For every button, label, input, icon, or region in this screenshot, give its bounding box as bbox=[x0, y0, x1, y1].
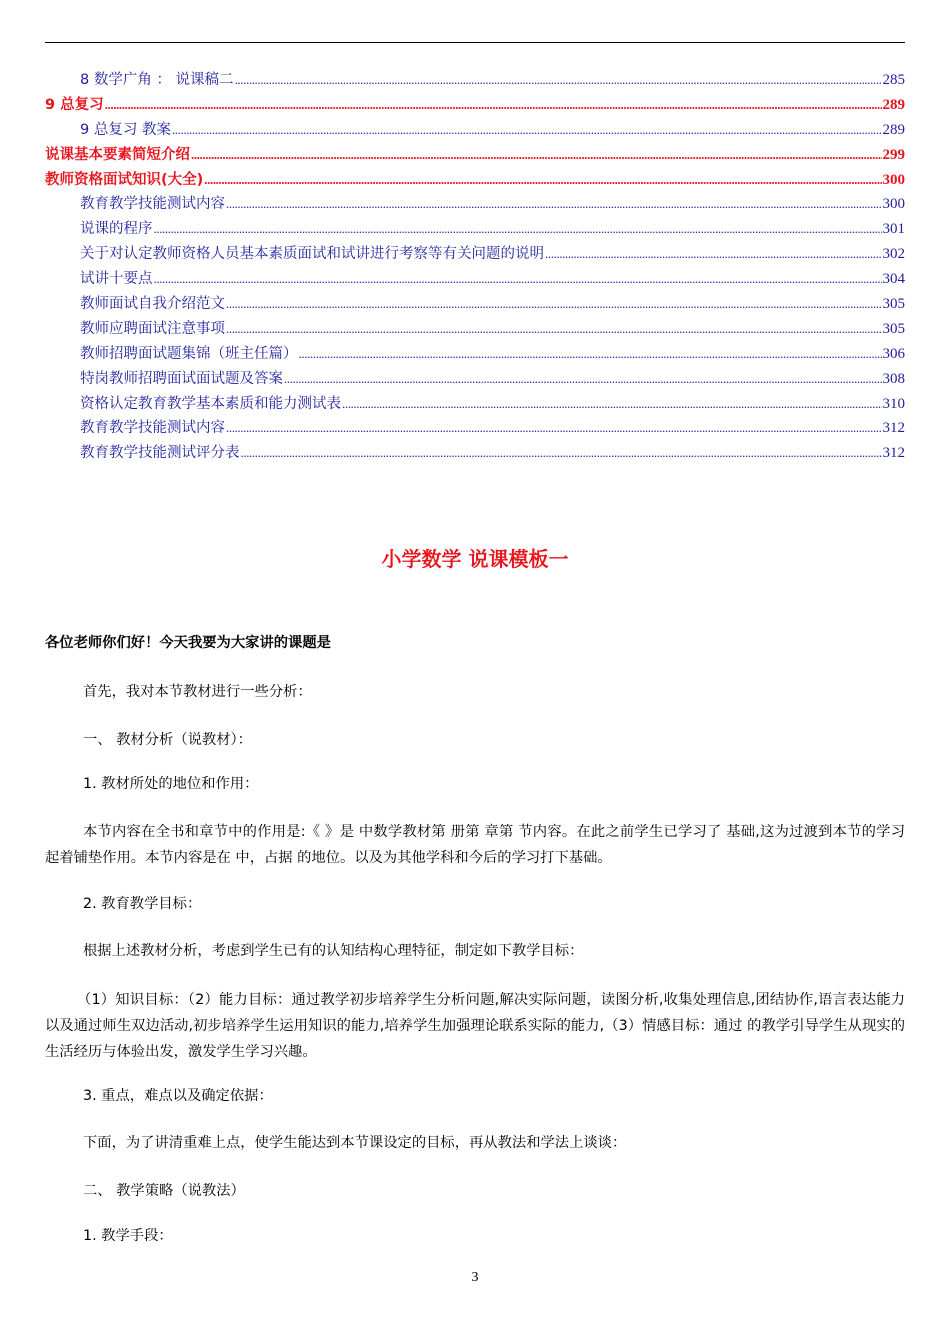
toc-entry-page: 308 bbox=[882, 370, 905, 387]
toc-entry-page: 289 bbox=[882, 96, 905, 113]
toc-entry-title: 教育教学技能测试评分表 bbox=[80, 445, 240, 462]
toc-entry-page: 310 bbox=[882, 395, 905, 412]
toc-leader-dots bbox=[299, 344, 882, 364]
toc-entry-title: 试讲十要点 bbox=[80, 271, 153, 288]
toc-entry-title: 资格认定教育教学基本素质和能力测试表 bbox=[80, 395, 341, 412]
toc-entry-page: 306 bbox=[882, 345, 905, 362]
toc-entry-title: 9 总复习 教案 bbox=[80, 121, 171, 138]
toc-entry[interactable] bbox=[45, 319, 905, 344]
toc-entry-title: 教师招聘面试题集锦（班主任篇） bbox=[80, 345, 298, 362]
toc-leader-dots bbox=[235, 70, 882, 90]
toc-entry[interactable] bbox=[45, 219, 905, 244]
numbered-item-2: 2. 教育教学目标： bbox=[83, 896, 202, 912]
toc-entry-title: 教师资格面试知识(大全) bbox=[45, 171, 204, 188]
toc-entry-title: 8 数学广角 ： 说课稿二 bbox=[80, 72, 234, 88]
toc-entry-title: 说课基本要素简短介绍 bbox=[45, 146, 190, 163]
table-of-contents bbox=[45, 70, 905, 468]
toc-entry-title: 教师面试自我介绍范文 bbox=[80, 296, 225, 313]
toc-entry[interactable] bbox=[45, 344, 905, 369]
toc-entry[interactable] bbox=[45, 418, 905, 443]
toc-leader-dots bbox=[284, 369, 882, 389]
toc-leader-dots bbox=[226, 294, 882, 314]
toc-entry-title: 教育教学技能测试内容 bbox=[80, 196, 225, 213]
toc-entry[interactable] bbox=[45, 170, 905, 195]
numbered-item-3: 3. 重点，难点以及确定依据： bbox=[83, 1088, 273, 1104]
toc-entry[interactable] bbox=[45, 145, 905, 170]
toc-leader-dots bbox=[154, 219, 882, 239]
body-paragraph-3: （1）知识目标：（2）能力目标：通过教学初步培养学生分析问题,解决实际问题，读图分析,收集处理信息,团结协作,语言表达能力以及通过师生双边活动,初步培养学生运用知识的能力,培养学生加强理论联系实际的能力,（3）情感目标：通过 的教学引导学生从现实的生活经历与体验出发，激发学生学习兴趣。 bbox=[45, 992, 905, 1060]
toc-entry[interactable] bbox=[45, 369, 905, 394]
body-paragraph-4: 下面，为了讲清重难上点，使学生能达到本节课设定的目标，再从教法和学法上谈谈： bbox=[83, 1135, 627, 1151]
toc-leader-dots bbox=[241, 443, 882, 463]
toc-leader-dots bbox=[154, 269, 882, 289]
toc-entry-page: 299 bbox=[882, 146, 905, 163]
header-rule bbox=[45, 42, 905, 43]
toc-entry-page: 285 bbox=[882, 72, 905, 88]
toc-entry-page: 305 bbox=[882, 320, 905, 337]
greeting-paragraph: 各位老师你们好！今天我要为大家讲的课题是 bbox=[45, 635, 331, 651]
toc-entry-page: 289 bbox=[882, 121, 905, 138]
numbered-item-1: 1. 教材所处的地位和作用： bbox=[83, 776, 259, 792]
toc-entry-title: 教师应聘面试注意事项 bbox=[80, 320, 225, 337]
toc-leader-dots bbox=[342, 394, 882, 414]
toc-entry-page: 302 bbox=[882, 246, 905, 263]
toc-entry[interactable] bbox=[45, 194, 905, 219]
toc-entry-page: 305 bbox=[882, 296, 905, 313]
toc-entry[interactable] bbox=[45, 95, 905, 120]
toc-leader-dots bbox=[105, 95, 882, 115]
toc-entry-page: 312 bbox=[882, 445, 905, 462]
toc-entry[interactable] bbox=[45, 294, 905, 319]
toc-entry[interactable] bbox=[45, 244, 905, 269]
toc-entry-title: 特岗教师招聘面试面试题及答案 bbox=[80, 370, 283, 387]
toc-entry[interactable] bbox=[45, 394, 905, 419]
toc-leader-dots bbox=[226, 319, 882, 339]
toc-entry-page: 301 bbox=[882, 221, 905, 238]
document-title: 小学数学 说课模板一 bbox=[381, 547, 569, 571]
toc-entry-title: 教育教学技能测试内容 bbox=[80, 420, 225, 437]
toc-entry-title: 9 总复习 bbox=[45, 96, 104, 113]
toc-leader-dots bbox=[226, 194, 882, 214]
toc-entry-page: 300 bbox=[882, 196, 905, 213]
toc-entry-page: 312 bbox=[882, 420, 905, 437]
toc-leader-dots bbox=[191, 145, 882, 165]
numbered-item-4: 1. 教学手段： bbox=[83, 1228, 173, 1244]
toc-leader-dots bbox=[545, 244, 882, 264]
toc-entry-title: 说课的程序 bbox=[80, 221, 153, 238]
toc-entry[interactable] bbox=[45, 120, 905, 145]
toc-leader-dots bbox=[204, 170, 881, 190]
toc-entry[interactable] bbox=[45, 443, 905, 468]
toc-entry-page: 300 bbox=[882, 171, 905, 188]
toc-entry[interactable] bbox=[45, 70, 905, 95]
body-paragraph-2: 根据上述教材分析，考虑到学生已有的认知结构心理特征，制定如下教学目标： bbox=[83, 943, 584, 959]
section-heading-2: 二、 教学策略（说教法） bbox=[83, 1183, 245, 1199]
toc-leader-dots bbox=[172, 120, 882, 140]
toc-leader-dots bbox=[226, 418, 882, 438]
page-number: 3 bbox=[471, 1270, 479, 1285]
intro-paragraph: 首先，我对本节教材进行一些分析： bbox=[83, 684, 312, 700]
toc-entry-page: 304 bbox=[882, 271, 905, 288]
body-paragraph-1: 本节内容在全书和章节中的作用是:《 》是 中数学教材第 册第 章第 节内容。在此之前学生已学习了 基础,这为过渡到本节的学习起着铺垫作用。本节内容是在 中，占据 的地位。以及为其他学科和今后的学习打下基础。 bbox=[45, 824, 905, 866]
toc-entry-title: 关于对认定教师资格人员基本素质面试和试讲进行考察等有关问题的说明 bbox=[80, 246, 544, 263]
section-heading-1: 一、 教材分析（说教材）： bbox=[83, 732, 252, 748]
toc-entry[interactable] bbox=[45, 269, 905, 294]
